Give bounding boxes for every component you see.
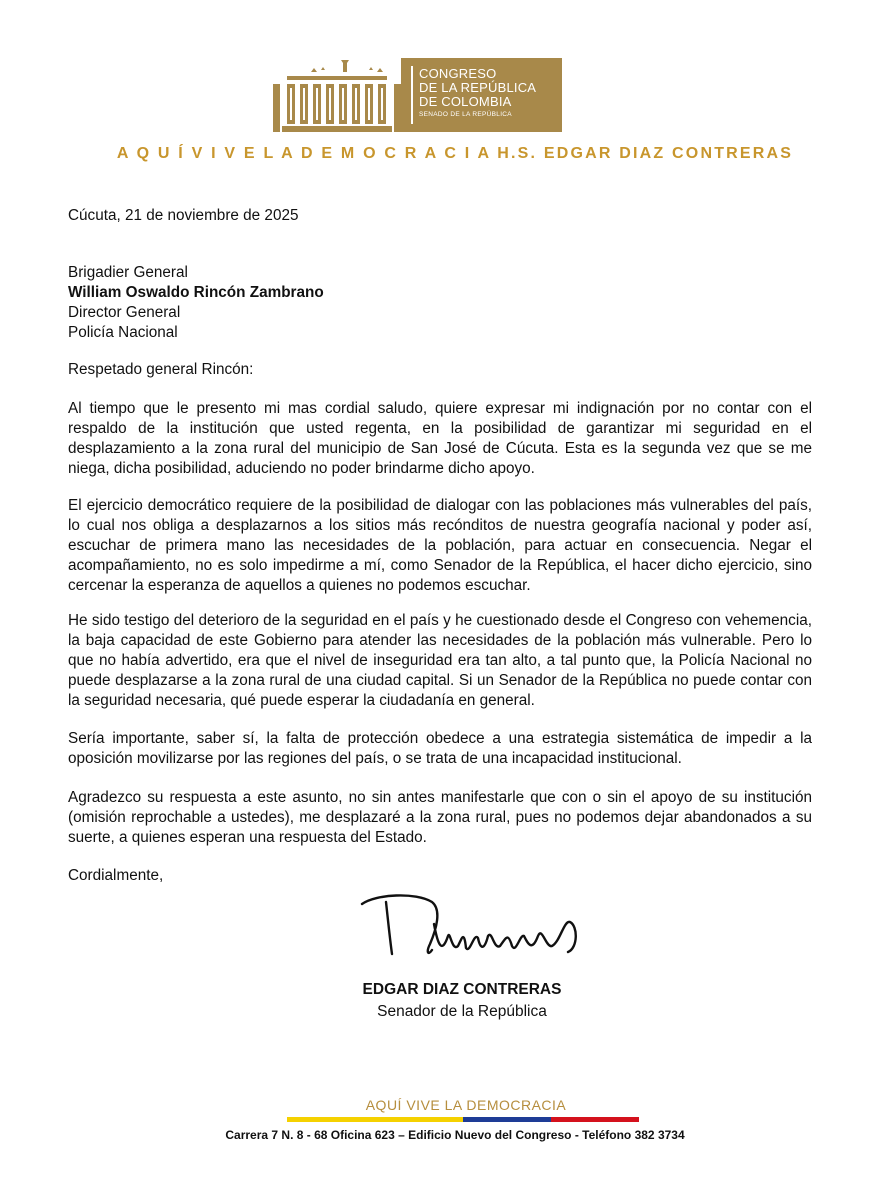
recipient-name: William Oswaldo Rincón Zambrano bbox=[68, 284, 324, 301]
logo-divider bbox=[411, 66, 413, 124]
paragraph-1: Al tiempo que le presento mi mas cordial saludo, quiere expresar mi indignación por no contar con el respaldo de la institución que usted regenta, en la posibilidad de garantizar mi seguridad en el desplazamiento a la zona rural del municipio de San José de Cúcuta. Esta es la segunda vez que se me niega, dicha posibilidad, aduciendo no poder brindarme dicho apoyo. bbox=[68, 400, 812, 477]
logo-line-1: CONGRESO bbox=[419, 66, 497, 81]
capitol-building-icon bbox=[273, 58, 401, 132]
footer-slogan: AQUÍ VIVE LA DEMOCRACIA bbox=[365, 1097, 567, 1113]
flag-yellow-stripe bbox=[287, 1117, 463, 1122]
greeting: Respetado general Rincón: bbox=[68, 361, 254, 378]
signer-title: Senador de la República bbox=[377, 1003, 547, 1020]
footer-address: Carrera 7 N. 8 - 68 Oficina 623 – Edificio Nuevo del Congreso - Teléfono 382 3734 bbox=[225, 1128, 685, 1142]
signer-name: EDGAR DIAZ CONTRERAS bbox=[362, 981, 562, 998]
recipient-position: Director General bbox=[68, 304, 181, 321]
recipient-block bbox=[68, 263, 812, 343]
paragraph-5: Agradezco su respuesta a este asunto, no sin antes manifestarle que con o sin el apoyo de su institución (omisión reprochable a ustedes), me desplazaré a la zona rural, pues no podemos dejar abandonados a su suerte, a quienes esperan una respuesta del Estado. bbox=[68, 789, 812, 846]
paragraph-2: El ejercicio democrático requiere de la posibilidad de dialogar con las poblaciones más vulnerables del país, lo cual nos obliga a desplazarnos a los sitios más recónditos de nuestra geografía nacional y poder así, escuchar de primera mano las necesidades de la población, para actuar en consecuencia. Negar el acompañamiento, no es solo impedirme a mí, como Senador de la República, el hacer dicho ejercicio, sino cercenar la esperanza de aquellos a quienes no podemos escuchar. bbox=[68, 497, 812, 594]
logo-text-box bbox=[401, 58, 562, 132]
letter-date: Cúcuta, 21 de noviembre de 2025 bbox=[68, 207, 299, 224]
paragraph-4: Sería importante, saber sí, la falta de protección obedece a una estrategia sistemática de impedir a la oposición movilizarse por las regiones del país, o se trata de una incapacidad institucional. bbox=[68, 730, 812, 767]
flag-red-stripe bbox=[551, 1117, 639, 1122]
congress-logo bbox=[273, 58, 562, 132]
logo-text bbox=[419, 67, 536, 120]
handwritten-signature bbox=[356, 890, 588, 970]
colombia-flag-bar bbox=[287, 1117, 639, 1122]
closing: Cordialmente, bbox=[68, 867, 164, 884]
recipient-rank: Brigadier General bbox=[68, 264, 188, 281]
header-slogan: A Q U Í V I V E L A D E M O C R A C I A H.S. EDGAR DIAZ CONTRERAS bbox=[116, 145, 794, 162]
paragraph-3: He sido testigo del deterioro de la seguridad en el país y he cuestionado desde el Congreso con vehemencia, la baja capacidad de este Gobierno para atender las necesidades de la población más vulnerable. Pero lo que no había advertido, era que el nivel de inseguridad era tan alto, a tal punto que, la Policía Nacional no puede desplazarse a la zona rural de una ciudad capital. Si un Senador de la República no puede contar con la seguridad necesaria, qué puede esperar la ciudadanía en general. bbox=[68, 612, 812, 709]
logo-line-4: SENADO DE LA REPÚBLICA bbox=[419, 111, 512, 118]
recipient-institution: Policía Nacional bbox=[68, 324, 178, 341]
flag-blue-stripe bbox=[463, 1117, 551, 1122]
logo-line-2: DE LA REPÚBLICA bbox=[419, 80, 537, 95]
logo-line-3: DE COLOMBIA bbox=[419, 94, 512, 109]
